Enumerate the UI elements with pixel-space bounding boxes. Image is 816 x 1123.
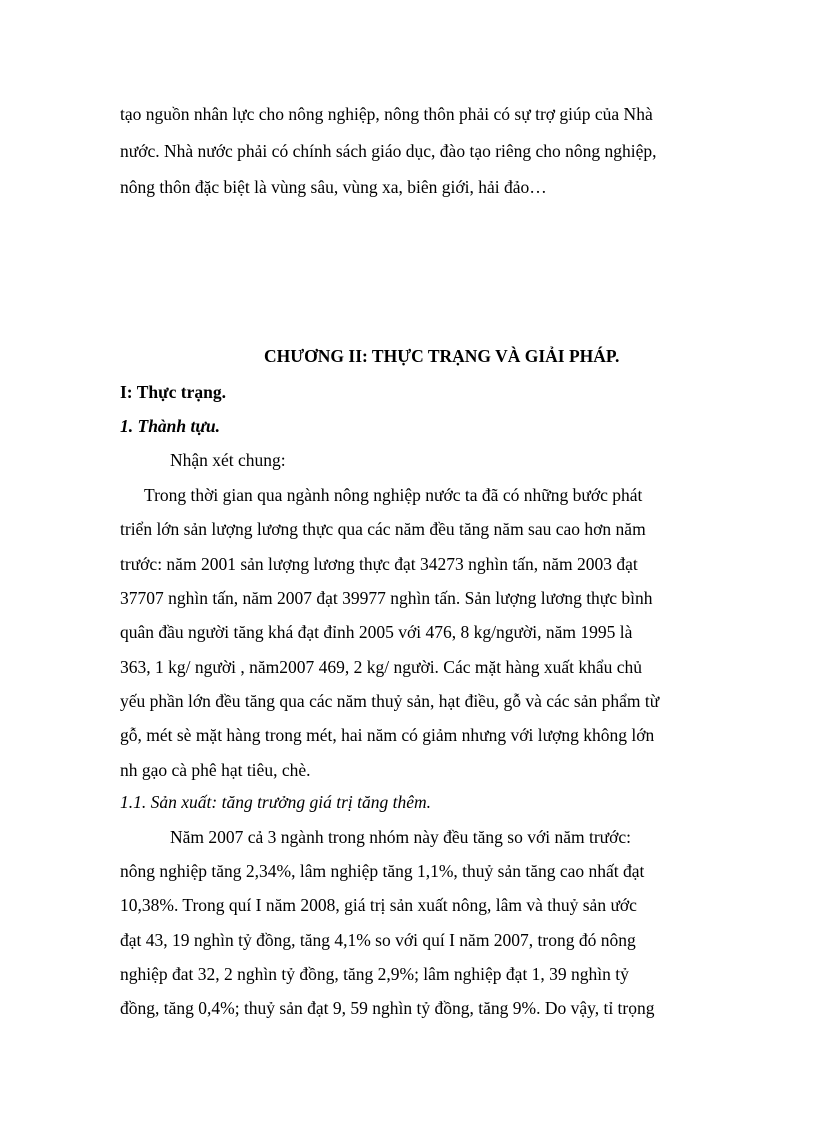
paragraph2-line-2: nông nghiệp tăng 2,34%, lâm nghiệp tăng 1,1%, thuỷ sản tăng cao nhất đạt xyxy=(120,861,645,881)
paragraph1-line-2: triển lớn sản lượng lương thực qua các năm đều tăng năm sau cao hơn năm xyxy=(120,519,646,539)
paragraph2-line-5: nghiệp đat 32, 2 nghìn tỷ đồng, tăng 2,9%; lâm nghiệp đạt 1, 39 nghìn tỷ xyxy=(120,964,629,984)
paragraph1-line-6: 363, 1 kg/ người , năm2007 469, 2 kg/ người. Các mặt hàng xuất khẩu chủ xyxy=(120,657,643,677)
paragraph1-line-8: gỗ, mét sè mặt hàng trong mét, hai năm có giảm nhưng với lượng không lớn xyxy=(120,725,655,745)
paragraph2-line-6: đồng, tăng 0,4%; thuỷ sản đạt 9, 59 nghìn tỷ đồng, tăng 9%. Do vậy, tỉ trọng xyxy=(120,998,655,1018)
paragraph1-line-4: 37707 nghìn tấn, năm 2007 đạt 39977 nghìn tấn. Sản lượng lương thực bình xyxy=(120,588,653,608)
paragraph2-line-1: Năm 2007 cả 3 ngành trong nhóm này đều tăng so với năm trước: xyxy=(170,827,632,847)
section-heading: I: Thực trạng. xyxy=(120,382,226,402)
intro-line-3: nông thôn đặc biệt là vùng sâu, vùng xa, biên giới, hải đảo… xyxy=(120,177,547,197)
paragraph1-line-7: yếu phần lớn đều tăng qua các năm thuỷ sản, hạt điều, gỗ và các sản phẩm từ xyxy=(120,691,660,711)
intro-line-1: tạo nguồn nhân lực cho nông nghiệp, nông thôn phải có sự trợ giúp của Nhà xyxy=(120,104,653,124)
general-remark: Nhận xét chung: xyxy=(170,450,286,470)
chapter-title: CHƯƠNG II: THỰC TRẠNG VÀ GIẢI PHÁP. xyxy=(264,346,620,366)
paragraph1-line-1: Trong thời gian qua ngành nông nghiệp nước ta đã có những bước phát xyxy=(144,485,643,505)
paragraph2-line-4: đạt 43, 19 nghìn tỷ đồng, tăng 4,1% so với quí I năm 2007, trong đó nông xyxy=(120,930,636,950)
paragraph1-line-9: nh gạo cà phê hạt tiêu, chè. xyxy=(120,760,311,780)
paragraph2-line-3: 10,38%. Trong quí I năm 2008, giá trị sản xuất nông, lâm và thuỷ sản ước xyxy=(120,895,637,915)
subsection-heading: 1. Thành tựu. xyxy=(120,416,220,436)
paragraph1-line-3: trước: năm 2001 sản lượng lương thực đạt 34273 nghìn tấn, năm 2003 đạt xyxy=(120,554,638,574)
intro-line-2: nước. Nhà nước phải có chính sách giáo dục, đào tạo riêng cho nông nghiệp, xyxy=(120,141,657,161)
subsubsection-heading: 1.1. Sản xuất: tăng trưởng giá trị tăng thêm. xyxy=(120,792,432,812)
paragraph1-line-5: quân đầu người tăng khá đạt đỉnh 2005 với 476, 8 kg/người, năm 1995 là xyxy=(120,622,633,642)
